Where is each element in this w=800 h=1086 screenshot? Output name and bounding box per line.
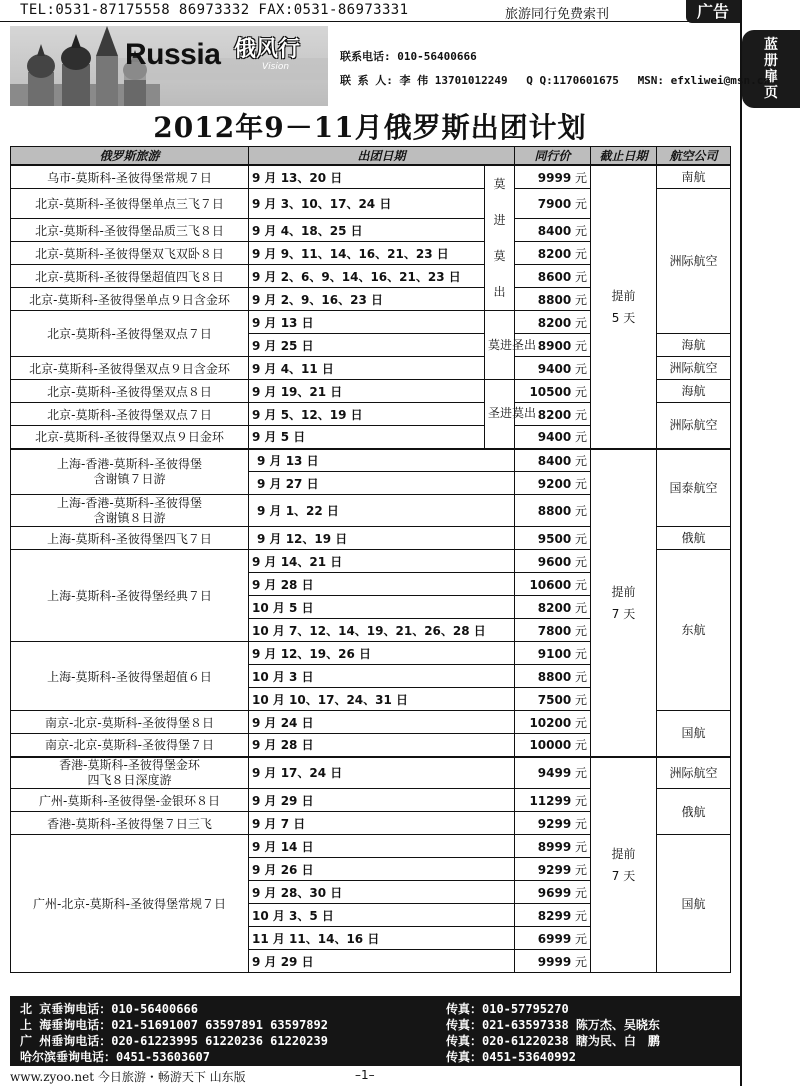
price-unit: 元 <box>575 839 588 854</box>
route-cell: 北京-莫斯科-圣彼得堡超值四飞８日 <box>11 265 249 288</box>
price-value: 9299 <box>537 816 572 831</box>
via-cell: 莫进圣出 <box>485 311 515 380</box>
price-value: 8400 <box>537 453 572 468</box>
date-cell: 9 月 5 日 <box>249 426 485 449</box>
route-line: 含谢镇７日游 <box>93 471 166 486</box>
footer-city-phone: 哈尔滨垂询电话：0451-53603607 <box>20 1050 210 1064</box>
price-unit: 元 <box>575 246 588 261</box>
price-value: 8299 <box>537 908 572 923</box>
side-tab-char: 册 <box>764 53 778 69</box>
top-contact-text: TEL:0531-87175558 86973332 FAX:0531-86973331 <box>20 2 409 18</box>
price-cell <box>515 757 591 789</box>
contact-phone: 联系电话: 010-56400666 <box>340 50 477 63</box>
price-cell <box>515 688 591 711</box>
price-cell <box>515 734 591 757</box>
route-cell: 上海-莫斯科-圣彼得堡经典７日 <box>11 550 249 642</box>
deadline-cell <box>591 449 657 757</box>
price-value: 9999 <box>537 954 572 969</box>
airline-cell: 海航 <box>657 380 731 403</box>
price-unit: 元 <box>575 170 588 185</box>
footer-row <box>10 1032 740 1048</box>
footer-row <box>10 1000 740 1016</box>
price-unit: 元 <box>575 766 588 781</box>
price-cell <box>515 665 591 688</box>
footer-fax: 传真：010-57795270 <box>446 1002 569 1016</box>
price-cell <box>515 219 591 242</box>
price-unit: 元 <box>575 476 588 491</box>
airline-cell: 海航 <box>657 334 731 357</box>
date-cell: 9 月 4、18、25 日 <box>249 219 485 242</box>
price-cell <box>515 380 591 403</box>
price-value: 10600 <box>529 577 572 592</box>
price-value: 8800 <box>537 504 572 518</box>
date-cell: 9 月 14、21 日 <box>249 550 515 573</box>
price-value: 8400 <box>537 223 572 238</box>
price-cell <box>515 357 591 380</box>
price-value: 9699 <box>537 885 572 900</box>
site-credit: www.zyoo.net 今日旅游・畅游天下 山东版 <box>10 1070 246 1084</box>
price-cell <box>515 288 591 311</box>
date-cell: 9 月 12、19、26 日 <box>249 642 515 665</box>
route-line: 含谢镇８日游 <box>93 510 166 525</box>
side-tab-char: 扉 <box>764 69 778 85</box>
ad-tag: 广告 <box>686 0 740 23</box>
route-cell: 上海-莫斯科-圣彼得堡四飞７日 <box>11 527 249 550</box>
table-row <box>11 165 731 189</box>
footer-row <box>10 1016 740 1032</box>
date-cell: 9 月 5、12、19 日 <box>249 403 485 426</box>
deadline-days: 7 天 <box>611 606 636 621</box>
route-cell: 北京-莫斯科-圣彼得堡双点８日 <box>11 380 249 403</box>
airline-cell: 俄航 <box>657 789 731 835</box>
date-cell: 9 月 25 日 <box>249 334 485 357</box>
logo-wordmark: Russia <box>125 38 221 71</box>
price-unit: 元 <box>575 338 588 353</box>
price-cell <box>515 835 591 858</box>
price-cell <box>515 426 591 449</box>
footer-contacts <box>10 996 740 1066</box>
airline-cell: 洲际航空 <box>657 757 731 789</box>
price-value: 10000 <box>529 738 572 753</box>
route-cell: 南京-北京-莫斯科-圣彼得堡７日 <box>11 734 249 757</box>
price-cell <box>515 642 591 665</box>
deadline-cell <box>591 757 657 973</box>
price-value: 9200 <box>537 476 572 491</box>
deadline-days: 7 天 <box>611 868 636 883</box>
date-cell: 9 月 19、21 日 <box>249 380 485 403</box>
route-line: 上海-香港-莫斯科-圣彼得堡 <box>57 495 202 510</box>
date-cell: 9 月 28 日 <box>249 734 515 757</box>
price-unit: 元 <box>575 269 588 284</box>
date-cell: 9 月 29 日 <box>249 950 515 973</box>
price-value: 9500 <box>537 531 572 546</box>
route-cell <box>11 449 249 495</box>
price-value: 11299 <box>529 793 572 808</box>
airline-cell: 洲际航空 <box>657 357 731 380</box>
deadline-text: 提前 <box>611 584 636 599</box>
price-unit: 元 <box>575 646 588 661</box>
price-unit: 元 <box>575 361 588 376</box>
logo-chinese: 俄风行 <box>234 37 301 62</box>
price-value: 8200 <box>537 246 572 261</box>
date-cell: 9 月 3、10、17、24 日 <box>249 189 485 219</box>
route-cell <box>11 495 249 527</box>
price-cell <box>515 950 591 973</box>
price-value: 9600 <box>537 554 572 569</box>
deadline-cell <box>591 165 657 449</box>
price-cell <box>515 189 591 219</box>
price-value: 10200 <box>529 715 572 730</box>
route-cell: 乌市-莫斯科-圣彼得堡常规７日 <box>11 165 249 189</box>
price-unit: 元 <box>575 793 588 808</box>
date-cell: 10 月 3 日 <box>249 665 515 688</box>
footer-row <box>10 1048 740 1064</box>
logo-vision: Vision <box>262 62 290 72</box>
price-unit: 元 <box>575 197 588 211</box>
airline-cell: 国泰航空 <box>657 449 731 527</box>
price-value: 9100 <box>537 646 572 661</box>
date-cell: 9 月 26 日 <box>249 858 515 881</box>
side-tab-char: 蓝 <box>764 37 778 53</box>
airline-cell: 俄航 <box>657 527 731 550</box>
price-unit: 元 <box>575 692 588 707</box>
col-header-price: 同行价 <box>515 147 591 166</box>
price-cell <box>515 619 591 642</box>
company-logo <box>10 26 328 106</box>
price-unit: 元 <box>575 504 588 518</box>
airline-cell: 洲际航空 <box>657 189 731 334</box>
price-cell <box>515 573 591 596</box>
price-cell <box>515 596 591 619</box>
price-unit: 元 <box>575 623 588 638</box>
price-unit: 元 <box>575 885 588 900</box>
price-unit: 元 <box>575 908 588 923</box>
price-cell <box>515 550 591 573</box>
price-value: 8200 <box>537 315 572 330</box>
airline-cell: 南航 <box>657 165 731 189</box>
date-cell: 9 月 13 日 <box>249 449 515 472</box>
date-cell: 10 月 3、5 日 <box>249 904 515 927</box>
price-value: 6999 <box>537 931 572 946</box>
price-cell <box>515 711 591 734</box>
date-cell: 9 月 2、9、16、23 日 <box>249 288 485 311</box>
airline-cell: 国航 <box>657 835 731 973</box>
date-cell: 9 月 27 日 <box>249 472 515 495</box>
price-value: 7500 <box>537 692 572 707</box>
price-unit: 元 <box>575 600 588 615</box>
price-value: 8200 <box>537 407 572 422</box>
page-number: –1– <box>355 1068 375 1082</box>
contact-msn: MSN: efxliwei@msn.cn <box>637 74 771 87</box>
route-line: 四飞８日深度游 <box>87 772 172 787</box>
route-line: 上海-香港-莫斯科-圣彼得堡 <box>57 456 202 471</box>
date-cell: 9 月 12、19 日 <box>249 527 515 550</box>
price-unit: 元 <box>575 931 588 946</box>
free-magazine-note: 旅游同行免费索刊 <box>505 7 610 22</box>
price-value: 9299 <box>537 862 572 877</box>
price-cell <box>515 311 591 334</box>
price-value: 9499 <box>537 766 572 781</box>
page-title: 2012年9－11月俄罗斯出团计划 <box>153 111 587 144</box>
price-cell <box>515 881 591 904</box>
route-cell: 北京-莫斯科-圣彼得堡品质三飞８日 <box>11 219 249 242</box>
deadline-days: 5 天 <box>611 310 636 325</box>
price-cell <box>515 449 591 472</box>
price-unit: 元 <box>575 292 588 307</box>
date-cell: 11 月 11、14、16 日 <box>249 927 515 950</box>
price-unit: 元 <box>575 816 588 831</box>
route-cell: 上海-莫斯科-圣彼得堡超值６日 <box>11 642 249 711</box>
date-cell: 9 月 4、11 日 <box>249 357 485 380</box>
table-row <box>11 449 731 472</box>
price-unit: 元 <box>575 407 588 422</box>
route-cell: 北京-莫斯科-圣彼得堡双点７日 <box>11 403 249 426</box>
via-cell: 圣进莫出 <box>485 380 515 449</box>
price-unit: 元 <box>575 862 588 877</box>
date-cell: 9 月 28 日 <box>249 573 515 596</box>
deadline-text: 提前 <box>611 288 636 303</box>
route-cell: 北京-莫斯科-圣彼得堡单点三飞７日 <box>11 189 249 219</box>
price-cell <box>515 472 591 495</box>
price-value: 8800 <box>537 292 572 307</box>
date-cell: 9 月 24 日 <box>249 711 515 734</box>
price-value: 8200 <box>537 600 572 615</box>
side-tab-char: 页 <box>764 85 778 101</box>
price-value: 9999 <box>537 170 572 185</box>
date-cell: 10 月 10、17、24、31 日 <box>249 688 515 711</box>
price-value: 9400 <box>537 361 572 376</box>
route-cell: 广州-莫斯科-圣彼得堡-金银环８日 <box>11 789 249 812</box>
date-cell: 9 月 1、22 日 <box>249 495 515 527</box>
price-value: 7900 <box>537 197 572 211</box>
price-unit: 元 <box>575 315 588 330</box>
footer-city-phone: 北 京垂询电话：010-56400666 <box>20 1002 198 1016</box>
price-cell <box>515 812 591 835</box>
price-unit: 元 <box>575 554 588 569</box>
price-cell <box>515 242 591 265</box>
footer-fax: 传真：020-61220238 瞎为民、白 鹏 <box>446 1034 660 1048</box>
route-cell: 北京-莫斯科-圣彼得堡双点９日含金环 <box>11 357 249 380</box>
price-unit: 元 <box>575 738 588 753</box>
route-cell: 北京-莫斯科-圣彼得堡双点７日 <box>11 311 249 357</box>
route-cell <box>11 757 249 789</box>
footer-fax: 传真：021-63597338 陈万杰、吴晓东 <box>446 1018 660 1032</box>
price-unit: 元 <box>575 453 588 468</box>
page-edge-rule <box>740 0 742 1086</box>
col-header-route: 俄罗斯旅游 <box>11 147 249 166</box>
price-value: 9400 <box>537 430 572 445</box>
table-header-row <box>11 147 731 166</box>
route-cell: 南京-北京-莫斯科-圣彼得堡８日 <box>11 711 249 734</box>
route-cell: 香港-莫斯科-圣彼得堡７日三飞 <box>11 812 249 835</box>
price-value: 8800 <box>537 669 572 684</box>
route-cell: 北京-莫斯科-圣彼得堡双飞双卧８日 <box>11 242 249 265</box>
price-unit: 元 <box>575 577 588 592</box>
footer-city-phone: 上 海垂询电话：021-51691007 63597891 63597892 <box>20 1018 328 1032</box>
tour-schedule-table <box>10 146 731 973</box>
price-cell <box>515 265 591 288</box>
col-header-deadline: 截止日期 <box>591 147 657 166</box>
date-cell: 9 月 2、6、9、14、16、21、23 日 <box>249 265 485 288</box>
contact-person: 联 系 人: 李 伟 13701012249 <box>340 74 508 87</box>
price-unit: 元 <box>575 384 588 399</box>
price-value: 10500 <box>529 384 572 399</box>
date-cell: 9 月 29 日 <box>249 789 515 812</box>
col-header-date: 出团日期 <box>249 147 515 166</box>
route-line: 香港-莫斯科-圣彼得堡金环 <box>59 757 200 772</box>
col-header-airline: 航空公司 <box>657 147 731 166</box>
route-cell: 广州-北京-莫斯科-圣彼得堡常规７日 <box>11 835 249 973</box>
route-cell: 北京-莫斯科-圣彼得堡单点９日含金环 <box>11 288 249 311</box>
date-cell: 9 月 7 日 <box>249 812 515 835</box>
price-cell <box>515 904 591 927</box>
price-value: 7800 <box>537 623 572 638</box>
footer-fax: 传真：0451-53640992 <box>446 1050 576 1064</box>
table-row <box>11 757 731 789</box>
date-cell: 9 月 13、20 日 <box>249 165 485 189</box>
top-contact-bar <box>0 0 740 22</box>
price-unit: 元 <box>575 715 588 730</box>
price-cell <box>515 927 591 950</box>
price-cell <box>515 789 591 812</box>
airline-cell: 洲际航空 <box>657 403 731 449</box>
contact-line <box>340 72 782 88</box>
footer-city-phone: 广 州垂询电话：020-61223995 61220236 61220239 <box>20 1034 328 1048</box>
date-cell: 9 月 14 日 <box>249 835 515 858</box>
contact-qq: Q Q:1170601675 <box>526 74 619 87</box>
deadline-text: 提前 <box>611 846 636 861</box>
airline-cell: 东航 <box>657 550 731 711</box>
price-value: 8999 <box>537 839 572 854</box>
price-cell <box>515 527 591 550</box>
price-cell <box>515 858 591 881</box>
date-cell: 10 月 5 日 <box>249 596 515 619</box>
date-cell: 9 月 28、30 日 <box>249 881 515 904</box>
price-value: 8600 <box>537 269 572 284</box>
side-index-tab[interactable] <box>742 30 800 108</box>
price-unit: 元 <box>575 430 588 445</box>
date-cell: 10 月 7、12、14、19、21、26、28 日 <box>249 619 515 642</box>
date-cell: 9 月 9、11、14、16、21、23 日 <box>249 242 485 265</box>
via-cell: 莫进莫出 <box>485 165 515 311</box>
date-cell: 9 月 17、24 日 <box>249 757 515 789</box>
airline-cell: 国航 <box>657 711 731 757</box>
price-cell <box>515 495 591 527</box>
price-unit: 元 <box>575 669 588 684</box>
price-unit: 元 <box>575 223 588 238</box>
price-cell <box>515 165 591 189</box>
date-cell: 9 月 13 日 <box>249 311 485 334</box>
price-unit: 元 <box>575 954 588 969</box>
price-unit: 元 <box>575 531 588 546</box>
price-value: 8900 <box>537 338 572 353</box>
route-cell: 北京-莫斯科-圣彼得堡双点９日金环 <box>11 426 249 449</box>
